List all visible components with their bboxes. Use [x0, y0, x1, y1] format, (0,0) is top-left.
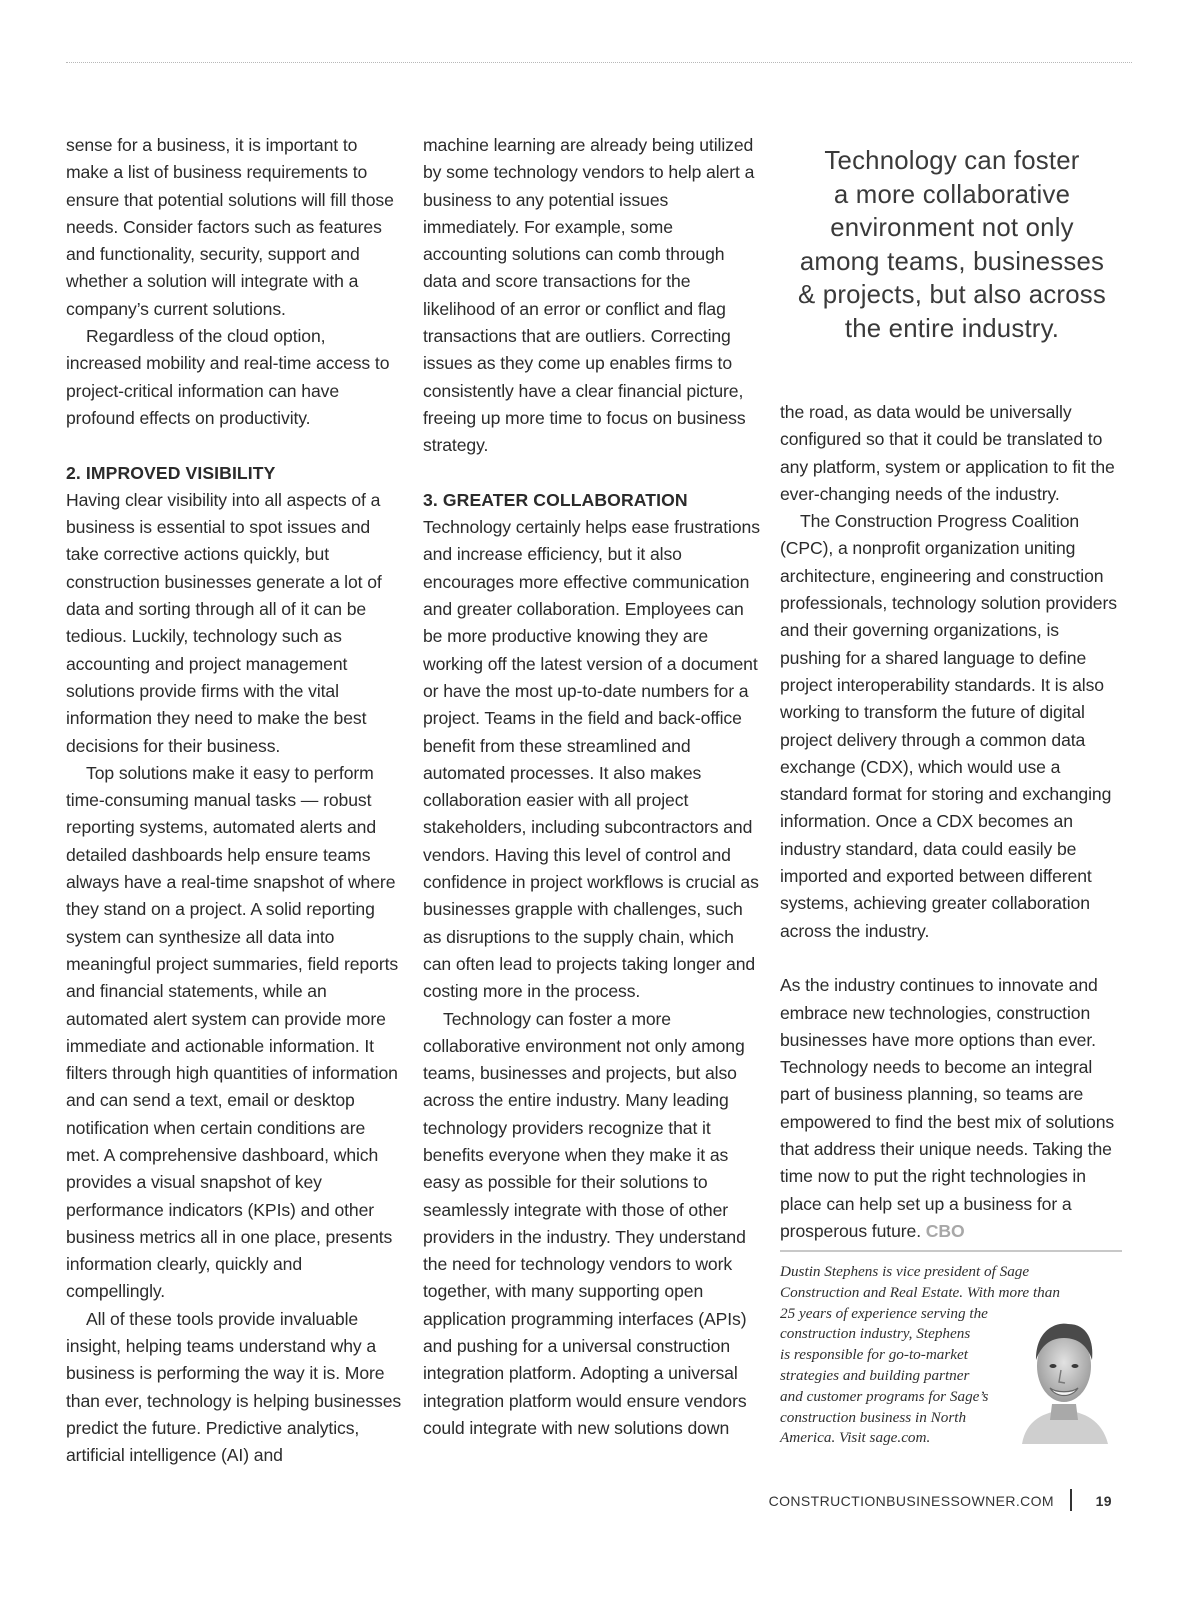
- col3-paragraph-3-text: As the industry continues to innovate and embrace new technologies, construction businesses have more options than ever. Technology needs to become an integral part of business planning, so teams are empowered to find the best mix of solutions that address their unique needs. Taking the time now to put the right technologies in place can help set up a business for a prosperous future.: [780, 975, 1115, 1241]
- top-dotted-rule: [66, 62, 1132, 63]
- section-heading-improved-visibility: 2. IMPROVED VISIBILITY: [66, 462, 276, 483]
- pull-quote: [780, 145, 1124, 347]
- bio-line: is responsible for go-to-market: [780, 1346, 968, 1364]
- pull-quote-line: among teams, businesses: [799, 247, 1105, 276]
- col3-paragraph-3: [780, 972, 1124, 1245]
- col1-paragraph-5: All of these tools provide invaluable insight, helping teams understand why a business is performing the way it is. More than ever, technology is helping businesses predict the future. Predictive analytics, artificial intelligence (AI) and: [66, 1308, 402, 1466]
- bio-line: Dustin Stephens is vice president of Sage: [780, 1263, 1030, 1280]
- column-1: [66, 132, 402, 1470]
- pull-quote-line: Technology can foster: [824, 147, 1080, 175]
- bio-line: strategies and building partner: [780, 1366, 970, 1384]
- footer-divider: [1070, 1489, 1072, 1511]
- col1-paragraph-3: Having clear visibility into all aspects of a business is essential to spot issues and take corrective actions quickly, but construction businesses generate a lot of data and sorting through all of it can be tedious. Luckily, technology such as accounting and project management solutions provide firms with the vital information they need to make the best decisions for their business.: [66, 489, 382, 756]
- bio-line: 25 years of experience serving the: [780, 1304, 988, 1322]
- pull-quote-line: a more collaborative: [833, 180, 1071, 209]
- author-portrait: [1014, 1308, 1114, 1444]
- col1-paragraph-2: Regardless of the cloud option, increased mobility and real-time access to project-critical information can have profound effects on productivity.: [66, 326, 390, 428]
- bio-line: America. Visit sage.com.: [780, 1429, 931, 1447]
- col2-paragraph-2: Technology certainly helps ease frustrations and increase efficiency, but it also encourages more effective communication and greater collaboration. Employees can be more productive knowing they are working off the latest version of a document or have the most up-to-date numbers for a project. Teams in the field and back-office benefit from these streamlined and automated processes. It also makes collaboration easier with all project stakeholders, including subcontractors and vendors. Having this level of control and confidence in project workflows is crucial as businesses grapple with challenges, such as disruptions to the supply chain, which can often lead to projects taking longer and costing more in the process.: [423, 517, 760, 1002]
- page-number: 19: [1095, 1493, 1112, 1509]
- col3-paragraph-2: The Construction Progress Coalition (CPC), a nonprofit organization uniting architecture, engineering and construction professionals, technology solution providers and their governing organizations, is pushing for a shared language to define project interoperability standards. It is also working to transform the future of digital project delivery through a common data exchange (CDX), which would use a standard format for storing and exchanging information. Once a CDX becomes an industry standard, data could easily be imported and exported between different systems, achieving greater collaboration across the industry.: [780, 511, 1117, 941]
- column-2: [423, 132, 761, 1442]
- pull-quote-line: & projects, but also across: [798, 281, 1106, 310]
- pull-quote-line: environment not only: [830, 214, 1074, 243]
- pull-quote-line: the entire industry.: [844, 314, 1060, 343]
- bio-line: construction business in North: [780, 1408, 967, 1426]
- col1-paragraph-1: sense for a business, it is important to make a list of business requirements to ensure that potential solutions will fill those needs. Consider factors such as features and functionality, security, support and whether a solution will integrate with a company’s current solutions.: [66, 135, 394, 319]
- bio-line: Construction and Real Estate. With more than: [780, 1283, 1060, 1301]
- col2-paragraph-3: Technology can foster a more collaborative environment not only among teams, businesses and projects, but also across the entire industry. Many leading technology providers recognize that it benefits everyone when they make it as easy as possible for their solutions to seamlessly integrate with those of other providers in the industry. They understand the need for technology vendors to work together, with many supporting open application programming interfaces (APIs) and pushing for a universal construction integration platform. Adopting a universal integration platform would ensure vendors could integrate with new solutions down: [423, 1008, 747, 1438]
- bio-line: and customer programs for Sage’s: [780, 1387, 989, 1405]
- col1-paragraph-4: Top solutions make it easy to perform time-consuming manual tasks — robust reporting systems, automated alerts and detailed dashboards help ensure teams always have a real-time snapshot of where they stand on a project. A solid reporting system can synthesize all data into meaningful project summaries, field reports and financial statements, while an automated alert system can provide more immediate and actionable information. It filters through high quantities of information and can send a text, email or desktop notification when certain conditions are met. A comprehensive dashboard, which provides a visual snapshot of key performance indicators (KPIs) and other business metrics all in one place, presents information clearly, quickly and compellingly.: [66, 762, 399, 1302]
- bio-divider: [780, 1250, 1122, 1252]
- author-portrait-image: [1014, 1308, 1114, 1444]
- bio-line: construction industry, Stephens: [780, 1325, 971, 1343]
- col3-paragraph-1: the road, as data would be universally configured so that it could be translated to any platform, system or application to fit the ever-changing needs of the industry.: [780, 402, 1115, 504]
- section-heading-greater-collaboration: 3. GREATER COLLABORATION: [423, 489, 688, 510]
- end-mark: CBO: [925, 1220, 965, 1241]
- footer-site: CONSTRUCTIONBUSINESSOWNER.COM: [768, 1493, 1054, 1509]
- col2-paragraph-1: machine learning are already being utilized by some technology vendors to help alert a business to any potential issues immediately. For example, some accounting solutions can comb through data and score transactions for the likelihood of an error or conflict and flag transactions that are outliers. Correcting issues as they come up enables firms to consistently have a clear financial picture, freeing up more time to focus on business strategy.: [423, 135, 755, 456]
